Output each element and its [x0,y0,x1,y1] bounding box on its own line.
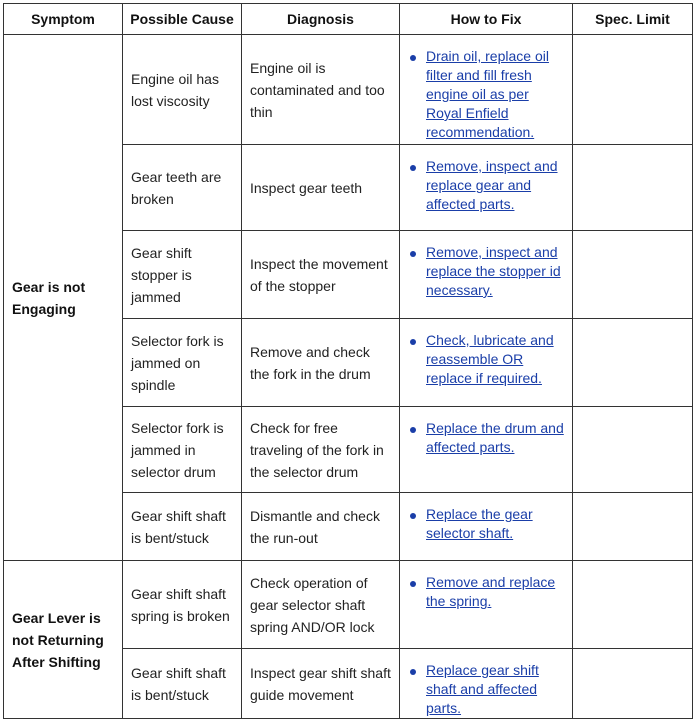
table-row [4,35,693,145]
bullet-icon [410,251,416,257]
header-possible-cause: Possible Cause [123,4,242,35]
fix-link[interactable]: Replace gear shift shaft and affected parts. [426,662,539,716]
cause-cell: Gear shift stopper is jammed [123,231,242,319]
cause-cell: Selector fork is jammed in selector drum [123,407,242,493]
diagnosis-cell: Dismantle and check the run-out [242,493,400,561]
fix-cell [400,649,573,719]
bullet-icon [410,339,416,345]
bullet-icon [410,669,416,675]
spec-cell [573,145,693,231]
table-row [4,561,693,649]
fix-link[interactable]: Check, lubricate and reassemble OR replace if required. [426,332,554,386]
bullet-icon [410,165,416,171]
fix-cell [400,407,573,493]
spec-cell [573,493,693,561]
header-row [4,4,693,35]
diagnosis-cell: Inspect the movement of the stopper [242,231,400,319]
header-how-to-fix: How to Fix [400,4,573,35]
cause-cell: Engine oil has lost viscosity [123,35,242,145]
fix-link[interactable]: Remove, inspect and replace the stopper id necessary. [426,244,561,298]
header-spec-limit: Spec. Limit [573,4,693,35]
diagnosis-cell: Engine oil is contaminated and too thin [242,35,400,145]
spec-cell [573,319,693,407]
cause-cell: Gear shift shaft is bent/stuck [123,493,242,561]
spec-cell [573,35,693,145]
diagnosis-cell: Inspect gear shift shaft guide movement [242,649,400,719]
fix-cell [400,561,573,649]
spec-cell [573,407,693,493]
symptom-cell: Gear Lever is not Returning After Shifting [4,561,123,719]
spec-cell [573,561,693,649]
header-symptom: Symptom [4,4,123,35]
spec-cell [573,649,693,719]
fix-cell [400,145,573,231]
cause-cell: Selector fork is jammed on spindle [123,319,242,407]
fix-cell [400,493,573,561]
fix-link[interactable]: Remove, inspect and replace gear and affected parts. [426,158,558,212]
fix-link[interactable]: Remove and replace the spring. [426,574,556,609]
fix-link[interactable]: Drain oil, replace oil filter and fill fresh engine oil as per Royal Enfield recommendation. [426,48,549,140]
bullet-icon [410,581,416,587]
symptom-cell: Gear is not Engaging [4,35,123,561]
diagnosis-cell: Check operation of gear selector shaft spring AND/OR lock [242,561,400,649]
diagnosis-cell: Check for free traveling of the fork in the selector drum [242,407,400,493]
fix-link[interactable]: Replace the drum and affected parts. [426,420,564,455]
cause-cell: Gear shift shaft is bent/stuck [123,649,242,719]
bullet-icon [410,427,416,433]
spec-cell [573,231,693,319]
cause-cell: Gear teeth are broken [123,145,242,231]
diagnosis-cell: Inspect gear teeth [242,145,400,231]
troubleshooting-table [3,3,693,719]
cause-cell: Gear shift shaft spring is broken [123,561,242,649]
fix-cell [400,231,573,319]
fix-cell [400,319,573,407]
fix-link[interactable]: Replace the gear selector shaft. [426,506,533,541]
header-diagnosis: Diagnosis [242,4,400,35]
diagnosis-cell: Remove and check the fork in the drum [242,319,400,407]
bullet-icon [410,513,416,519]
fix-cell [400,35,573,145]
bullet-icon [410,55,416,61]
